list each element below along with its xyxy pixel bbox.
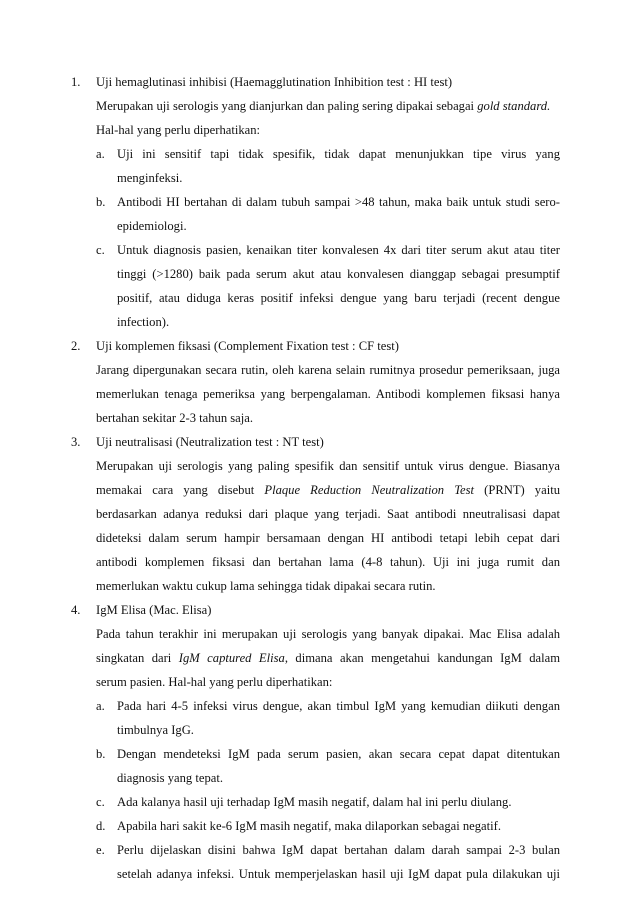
item-1-sub-b-line-1: Antibodi HI bertahan di dalam tubuh sampai >48 tahun, maka baik untuk studi sero- <box>117 195 560 209</box>
item-1-intro-emphasis: gold standard. <box>477 99 551 113</box>
item-3-line-2-tail: (PRNT) yaitu <box>474 483 560 497</box>
item-4-sub-c-line-1: Ada kalanya hasil uji terhadap IgM masih negatif, dalam hal ini perlu diulang. <box>117 795 512 809</box>
item-3-line-2-text: memakai cara yang disebut <box>96 483 265 497</box>
item-1-number: 1. <box>71 75 81 89</box>
item-1-sub-c-line-4: infection). <box>117 315 170 329</box>
item-1-sub-c-label: c. <box>96 243 105 257</box>
item-4-sub-b-label: b. <box>96 747 106 761</box>
item-4-line-1: Pada tahun terakhir ini merupakan uji serologis yang banyak dipakai. Mac Elisa adalah <box>96 627 560 641</box>
item-4-line-2-tail: , dimana akan mengetahui kandungan IgM dalam <box>284 651 560 665</box>
item-4-line-2-emphasis: IgM captured Elisa <box>178 651 285 665</box>
item-4-sub-d-label: d. <box>96 819 106 833</box>
item-3-line-4: dideteksi dalam serum hampir bersamaan dengan HI antibodi tetapi lebih cepat dari <box>96 531 560 545</box>
item-4-sub-d-line-1: Apabila hari sakit ke-6 IgM masih negatif, maka dilaporkan sebagai negatif. <box>117 819 501 833</box>
item-2-line-3: bertahan sekitar 2-3 tahun saja. <box>96 411 254 425</box>
item-4-sub-e-line-1: Perlu dijelaskan disini bahwa IgM dapat bertahan dalam darah sampai 2-3 bulan <box>117 843 560 857</box>
item-4-line-3: serum pasien. Hal-hal yang perlu diperhatikan: <box>96 675 333 689</box>
item-4-sub-b-line-1: Dengan mendeteksi IgM pada serum pasien, akan secara cepat dapat ditentukan <box>117 747 560 761</box>
item-3-title: Uji neutralisasi (Neutralization test : NT test) <box>96 435 324 449</box>
item-1-sub-a-line-2: menginfeksi. <box>117 171 183 185</box>
item-4-line-2 <box>96 650 560 666</box>
item-4-title: IgM Elisa (Mac. Elisa) <box>96 603 212 617</box>
item-1-sub-c-line-1: Untuk diagnosis pasien, kenaikan titer konvalesen 4x dari titer serum akut atau titer <box>117 243 560 257</box>
item-3-line-6: memerlukan waktu cukup lama sehingga tidak dipakai secara rutin. <box>96 579 436 593</box>
item-2-number: 2. <box>71 339 81 353</box>
item-1-note: Hal-hal yang perlu diperhatikan: <box>96 123 261 137</box>
item-1-sub-a-label: a. <box>96 147 105 161</box>
item-1-sub-c-line-3: positif, atau diduga keras positif infeksi dengue yang baru terjadi (recent dengue <box>117 291 560 305</box>
item-4-sub-e-label: e. <box>96 843 105 857</box>
item-1-intro <box>96 98 550 114</box>
item-1-sub-b-label: b. <box>96 195 106 209</box>
item-4-sub-a-line-2: timbulnya IgG. <box>117 723 194 737</box>
item-4-sub-b-line-2: diagnosis yang tepat. <box>117 771 223 785</box>
item-4-line-2-text: singkatan dari <box>96 651 179 665</box>
item-4-sub-a-label: a. <box>96 699 105 713</box>
item-1-sub-c-line-2: tinggi (>1280) baik pada serum akut atau konvalesen dianggap sebagai presumptif <box>117 267 560 281</box>
item-1-title: Uji hemaglutinasi inhibisi (Haemagglutination Inhibition test : HI test) <box>96 75 453 89</box>
item-2-line-1: Jarang dipergunakan secara rutin, oleh karena selain rumitnya prosedur pemeriksaan, juga <box>96 363 560 377</box>
item-4-sub-e-line-2: setelah adanya infeksi. Untuk memperjelaskan hasil uji IgM dapat pula dilakukan uji <box>117 867 560 881</box>
item-3-line-2-emphasis: Plaque Reduction Neutralization Test <box>264 483 475 497</box>
item-3-number: 3. <box>71 435 81 449</box>
item-4-number: 4. <box>71 603 81 617</box>
item-1-sub-b-line-2: epidemiologi. <box>117 219 187 233</box>
item-1-intro-text: Merupakan uji serologis yang dianjurkan dan paling sering dipakai sebagai <box>96 99 478 113</box>
item-4-sub-c-label: c. <box>96 795 105 809</box>
item-2-line-2: memerlukan tenaga pemeriksa yang berpengalaman. Antibodi komplemen fiksasi hanya <box>96 387 560 401</box>
item-3-line-2 <box>96 482 560 498</box>
item-4-sub-a-line-1: Pada hari 4-5 infeksi virus dengue, akan timbul IgM yang kemudian diikuti dengan <box>117 699 560 713</box>
item-1-sub-a-line-1: Uji ini sensitif tapi tidak spesifik, tidak dapat menunjukkan tipe virus yang <box>117 147 560 161</box>
item-3-line-5: antibodi komplemen fiksasi dan bertahan lama (4-8 tahun). Uji ini juga rumit dan <box>96 555 560 569</box>
item-3-line-3: berdasarkan adanya reduksi dari plaque yang terjadi. Saat antibodi nneutralisasi dapat <box>96 507 560 521</box>
item-3-line-1: Merupakan uji serologis yang paling spesifik dan sensitif untuk virus dengue. Biasanya <box>96 459 560 473</box>
item-2-title: Uji komplemen fiksasi (Complement Fixation test : CF test) <box>96 339 399 353</box>
